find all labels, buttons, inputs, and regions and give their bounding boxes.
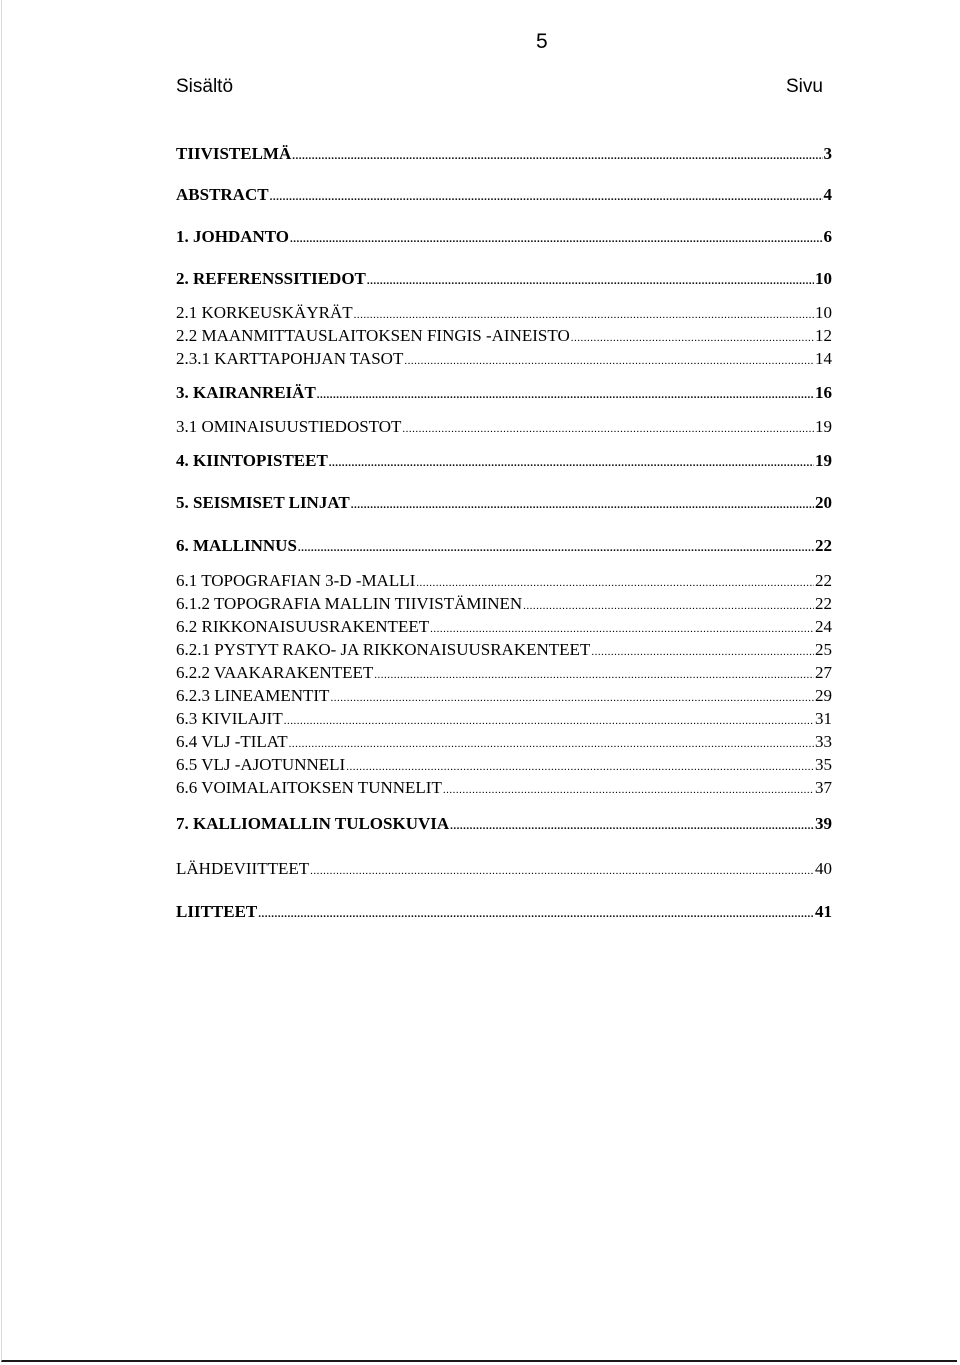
toc-leader-dots bbox=[430, 618, 814, 640]
toc-entry-page: 22 bbox=[815, 571, 832, 590]
toc-leader-dots bbox=[289, 733, 814, 755]
toc-leader-dots bbox=[329, 452, 814, 474]
toc-entry[interactable] bbox=[176, 754, 832, 778]
toc-entry-page: 25 bbox=[815, 640, 832, 659]
toc-entry-page: 22 bbox=[815, 594, 832, 613]
toc-entry[interactable] bbox=[176, 662, 832, 686]
toc-leader-dots bbox=[523, 595, 814, 617]
toc-entry-page: 33 bbox=[815, 732, 832, 751]
toc-leader-dots bbox=[591, 641, 814, 663]
toc-entry[interactable] bbox=[176, 858, 832, 882]
toc-entry-page: 27 bbox=[815, 663, 832, 682]
toc-header-page: Sivu bbox=[786, 76, 823, 97]
toc-entry-label: LÄHDEVIITTEET bbox=[176, 859, 310, 878]
toc-leader-dots bbox=[310, 860, 814, 882]
toc-leader-dots bbox=[298, 537, 814, 559]
toc-entry-page: 35 bbox=[815, 755, 832, 774]
toc-entry[interactable] bbox=[176, 450, 832, 474]
toc-entry-label: 2. REFERENSSITIEDOT bbox=[176, 269, 366, 288]
toc-entry[interactable] bbox=[176, 302, 832, 326]
toc-entry-page: 39 bbox=[815, 814, 832, 833]
toc-entry[interactable] bbox=[176, 325, 832, 349]
toc-entry-label: 5. SEISMISET LINJAT bbox=[176, 493, 350, 512]
toc-entry-page: 19 bbox=[815, 417, 832, 436]
toc-entry[interactable] bbox=[176, 708, 832, 732]
toc-leader-dots bbox=[292, 145, 822, 167]
toc-entry-page: 31 bbox=[815, 709, 832, 728]
toc-entry[interactable] bbox=[176, 777, 832, 801]
toc-entry[interactable] bbox=[176, 268, 832, 292]
toc-entry-page: 3 bbox=[823, 144, 832, 163]
toc-leader-dots bbox=[416, 572, 814, 594]
toc-entry-label: LIITTEET bbox=[176, 902, 258, 921]
toc-leader-dots bbox=[402, 418, 814, 440]
toc-entry-label: ABSTRACT bbox=[176, 185, 269, 204]
toc-leader-dots bbox=[450, 815, 814, 837]
toc-entry-page: 4 bbox=[823, 185, 832, 204]
toc-entry[interactable] bbox=[176, 731, 832, 755]
page-number: 5 bbox=[536, 30, 548, 53]
toc-entry-page: 22 bbox=[815, 536, 832, 555]
toc-entry[interactable] bbox=[176, 570, 832, 594]
toc-entry[interactable] bbox=[176, 616, 832, 640]
toc-entry[interactable] bbox=[176, 184, 832, 208]
toc-entry-page: 29 bbox=[815, 686, 832, 705]
toc-entry-page: 37 bbox=[815, 778, 832, 797]
toc-leader-dots bbox=[367, 270, 814, 292]
toc-entry-page: 41 bbox=[815, 902, 832, 921]
toc-leader-dots bbox=[258, 903, 814, 925]
toc-entry[interactable] bbox=[176, 348, 832, 372]
toc-entry[interactable] bbox=[176, 901, 832, 925]
toc-entry-label: 6.2.3 LINEAMENTIT bbox=[176, 686, 330, 705]
toc-entry-page: 20 bbox=[815, 493, 832, 512]
toc-entry[interactable] bbox=[176, 416, 832, 440]
toc-entry[interactable] bbox=[176, 813, 832, 837]
toc-entry-label: 6.6 VOIMALAITOKSEN TUNNELIT bbox=[176, 778, 442, 797]
toc-leader-dots bbox=[317, 384, 814, 406]
toc-entry-page: 16 bbox=[815, 383, 832, 402]
toc-entry-label: 6.4 VLJ -TILAT bbox=[176, 732, 288, 751]
toc-entry-page: 10 bbox=[815, 303, 832, 322]
toc-entry-label: 6.1 TOPOGRAFIAN 3-D -MALLI bbox=[176, 571, 416, 590]
toc-entry-page: 10 bbox=[815, 269, 832, 288]
toc-entry[interactable] bbox=[176, 226, 832, 250]
toc-leader-dots bbox=[571, 327, 814, 349]
toc-entry-label: 6.2.2 VAAKARAKENTEET bbox=[176, 663, 374, 682]
toc-entry[interactable] bbox=[176, 143, 832, 167]
toc-leader-dots bbox=[374, 664, 814, 686]
toc-entry-page: 40 bbox=[815, 859, 832, 878]
toc-leader-dots bbox=[284, 710, 814, 732]
toc-entry-label: 6.5 VLJ -AJOTUNNELI bbox=[176, 755, 346, 774]
toc-entry-label: 2.1 KORKEUSKÄYRÄT bbox=[176, 303, 353, 322]
toc-entry-page: 12 bbox=[815, 326, 832, 345]
toc-entry-label: 6.1.2 TOPOGRAFIA MALLIN TIIVISTÄMINEN bbox=[176, 594, 523, 613]
toc-entry-label: 6. MALLINNUS bbox=[176, 536, 297, 555]
toc-entry-label: 3.1 OMINAISUUSTIEDOSTOT bbox=[176, 417, 402, 436]
toc-entry-page: 24 bbox=[815, 617, 832, 636]
toc-leader-dots bbox=[290, 228, 822, 250]
toc-leader-dots bbox=[346, 756, 814, 778]
toc-entry[interactable] bbox=[176, 685, 832, 709]
toc-leader-dots bbox=[443, 779, 814, 801]
toc-entry-label: 2.2 MAANMITTAUSLAITOKSEN FINGIS -AINEISTO bbox=[176, 326, 570, 345]
toc-entry-page: 19 bbox=[815, 451, 832, 470]
toc-entry-label: 6.2 RIKKONAISUUSRAKENTEET bbox=[176, 617, 430, 636]
toc-entry-label: 2.3.1 KARTTAPOHJAN TASOT bbox=[176, 349, 404, 368]
toc-entry[interactable] bbox=[176, 639, 832, 663]
toc-entry[interactable] bbox=[176, 492, 832, 516]
toc-entry-label: 1. JOHDANTO bbox=[176, 227, 290, 246]
toc-entry[interactable] bbox=[176, 593, 832, 617]
toc-entry-page: 14 bbox=[815, 349, 832, 368]
toc-entry-label: 6.3 KIVILAJIT bbox=[176, 709, 283, 728]
toc-entry-label: 4. KIINTOPISTEET bbox=[176, 451, 328, 470]
toc-entry-page: 6 bbox=[823, 227, 832, 246]
toc-entry[interactable] bbox=[176, 535, 832, 559]
toc-entry-label: 6.2.1 PYSTYT RAKO- JA RIKKONAISUUSRAKENTEET bbox=[176, 640, 591, 659]
toc-entry-label: TIIVISTELMÄ bbox=[176, 144, 292, 163]
toc-entry[interactable] bbox=[176, 382, 832, 406]
toc-leader-dots bbox=[351, 494, 814, 516]
toc-entry-label: 3. KAIRANREIÄT bbox=[176, 383, 316, 402]
toc-leader-dots bbox=[330, 687, 814, 709]
toc-leader-dots bbox=[270, 186, 823, 208]
toc-entry-label: 7. KALLIOMALLIN TULOSKUVIA bbox=[176, 814, 450, 833]
toc-leader-dots bbox=[404, 350, 814, 372]
toc-header-contents: Sisältö bbox=[176, 76, 234, 97]
toc-leader-dots bbox=[354, 304, 814, 326]
